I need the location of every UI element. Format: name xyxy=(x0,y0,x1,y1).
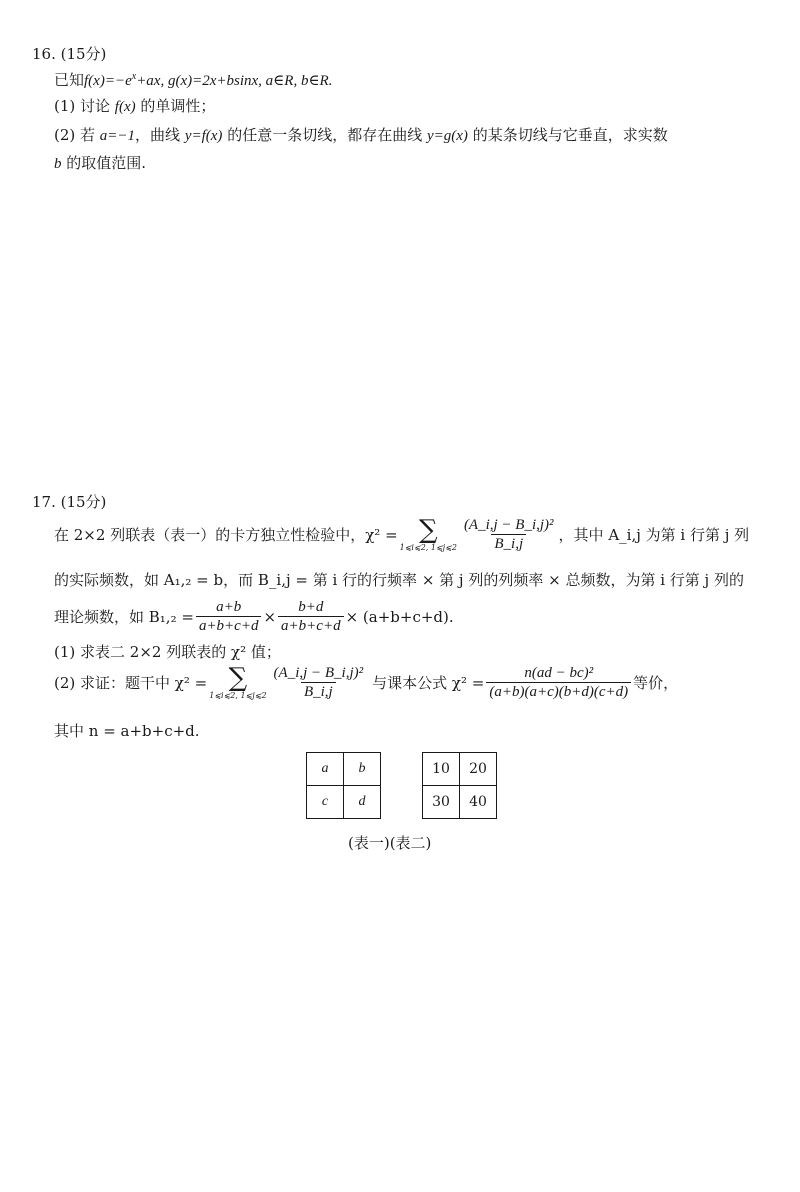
q16-given xyxy=(54,67,332,91)
q16-part2 xyxy=(54,125,668,146)
q16-given-prefix: 已知 xyxy=(54,71,85,89)
q17-line3 xyxy=(54,598,454,635)
part2-frac-denominator: B_i,j xyxy=(301,682,336,701)
q16-part2-i: 的取值范围. xyxy=(61,154,147,172)
q16-part2-c: ，曲线 xyxy=(135,126,185,144)
table-two xyxy=(422,752,497,819)
textbook-denominator: (a+b)(a+c)(b+d)(c+d) xyxy=(486,682,631,701)
q17-line2: 的实际频数，如 A₁,₂ = b，而 B_i,j = 第 i 行的行频率 × 第 j 列的列频率 × 总频数，为第 i 行第 j 列的 xyxy=(54,571,744,589)
q16-number: 16. (15分) xyxy=(32,45,107,63)
table-one-cell: a xyxy=(307,753,344,786)
q17-part2-sum xyxy=(209,662,267,701)
q17-line3-times: × xyxy=(263,607,277,626)
q17-line3-b: × (a+b+c+d). xyxy=(345,607,454,626)
textbook-formula-frac xyxy=(486,664,631,701)
table-one xyxy=(306,752,381,819)
q16-part1-c: 的单调性； xyxy=(135,97,216,115)
q17-part2-frac xyxy=(271,664,367,701)
table-one-row xyxy=(307,786,381,819)
sum-subscript: 1⩽i⩽2, 1⩽j⩽2 xyxy=(399,542,457,552)
q17-sum xyxy=(399,514,457,553)
q17-line1-a: 在 2×2 列联表（表一）的卡方独立性检验中，χ² = xyxy=(54,526,398,544)
q17-number: 17. (15分) xyxy=(32,493,107,511)
frac2-numerator: b+d xyxy=(298,599,324,615)
table-one-cell: c xyxy=(307,786,344,819)
q16-part2-d: y=f(x) xyxy=(184,128,223,144)
q16-part2-f: y=g(x) xyxy=(426,128,468,144)
q16-part2-e: 的任意一条切线，都存在曲线 xyxy=(222,126,427,144)
q16-part2-h: b xyxy=(54,156,62,172)
q16-part1-a: (1) 讨论 xyxy=(54,97,115,115)
q17-line3-a: 理论频数，如 B₁,₂ = xyxy=(54,608,194,626)
q17-frac-1 xyxy=(196,598,262,635)
table-two-cell: 30 xyxy=(423,786,460,819)
table-one-row xyxy=(307,753,381,786)
q17-part2 xyxy=(54,664,678,701)
textbook-numerator: n(ad − bc)² xyxy=(524,665,594,681)
q17-line1-b: ，其中 A_i,j 为第 i 行第 j 列 xyxy=(558,526,750,544)
q17-frac-2 xyxy=(278,598,344,635)
q17-line1 xyxy=(54,516,749,553)
sum-symbol-2: ∑ xyxy=(228,662,248,693)
q16-part2-a: (2) 若 xyxy=(54,126,100,144)
q16-given-f: f(x)=−e xyxy=(84,73,132,89)
frac1-numerator: a+b xyxy=(216,599,242,615)
q16-part2-b: a=−1 xyxy=(99,128,136,144)
table-one-cell: b xyxy=(344,753,381,786)
q17-part1: (1) 求表二 2×2 列联表的 χ² 值； xyxy=(54,643,281,661)
frac2-denominator: a+b+c+d xyxy=(278,616,344,635)
table-two-cell: 10 xyxy=(423,753,460,786)
table-two-cell: 40 xyxy=(460,786,497,819)
q16-part1-b: f(x) xyxy=(114,99,136,115)
part2-frac-numerator: (A_i,j − B_i,j)² xyxy=(273,665,364,681)
sum-subscript-2: 1⩽i⩽2, 1⩽j⩽2 xyxy=(209,690,267,700)
q16-part1 xyxy=(54,96,215,117)
q17-part2-c: 等价， xyxy=(633,674,679,692)
table-two-cell: 20 xyxy=(460,753,497,786)
q16-part2-cont xyxy=(54,153,146,174)
sum-symbol: ∑ xyxy=(419,514,438,545)
q17-part2-a: (2) 求证：题干中 χ² = xyxy=(54,674,208,692)
table-two-row xyxy=(423,786,497,819)
table-caption: (表一)(表二) xyxy=(348,834,432,852)
frac-denominator: B_i,j xyxy=(491,534,526,553)
q17-frac xyxy=(461,516,557,553)
q17-part2-b: 与课本公式 χ² = xyxy=(372,674,485,692)
q16-given-exp: x xyxy=(131,71,137,82)
q16-given-rest: +ax, g(x)=2x+bsinx, a∈R, b∈R. xyxy=(136,73,333,89)
q17-part3: 其中 n = a+b+c+d. xyxy=(54,722,200,740)
q16-part2-g: 的某条切线与它垂直，求实数 xyxy=(467,126,668,144)
table-two-row xyxy=(423,753,497,786)
frac1-denominator: a+b+c+d xyxy=(196,616,262,635)
table-one-cell: d xyxy=(344,786,381,819)
frac-numerator: (A_i,j − B_i,j)² xyxy=(463,517,554,533)
